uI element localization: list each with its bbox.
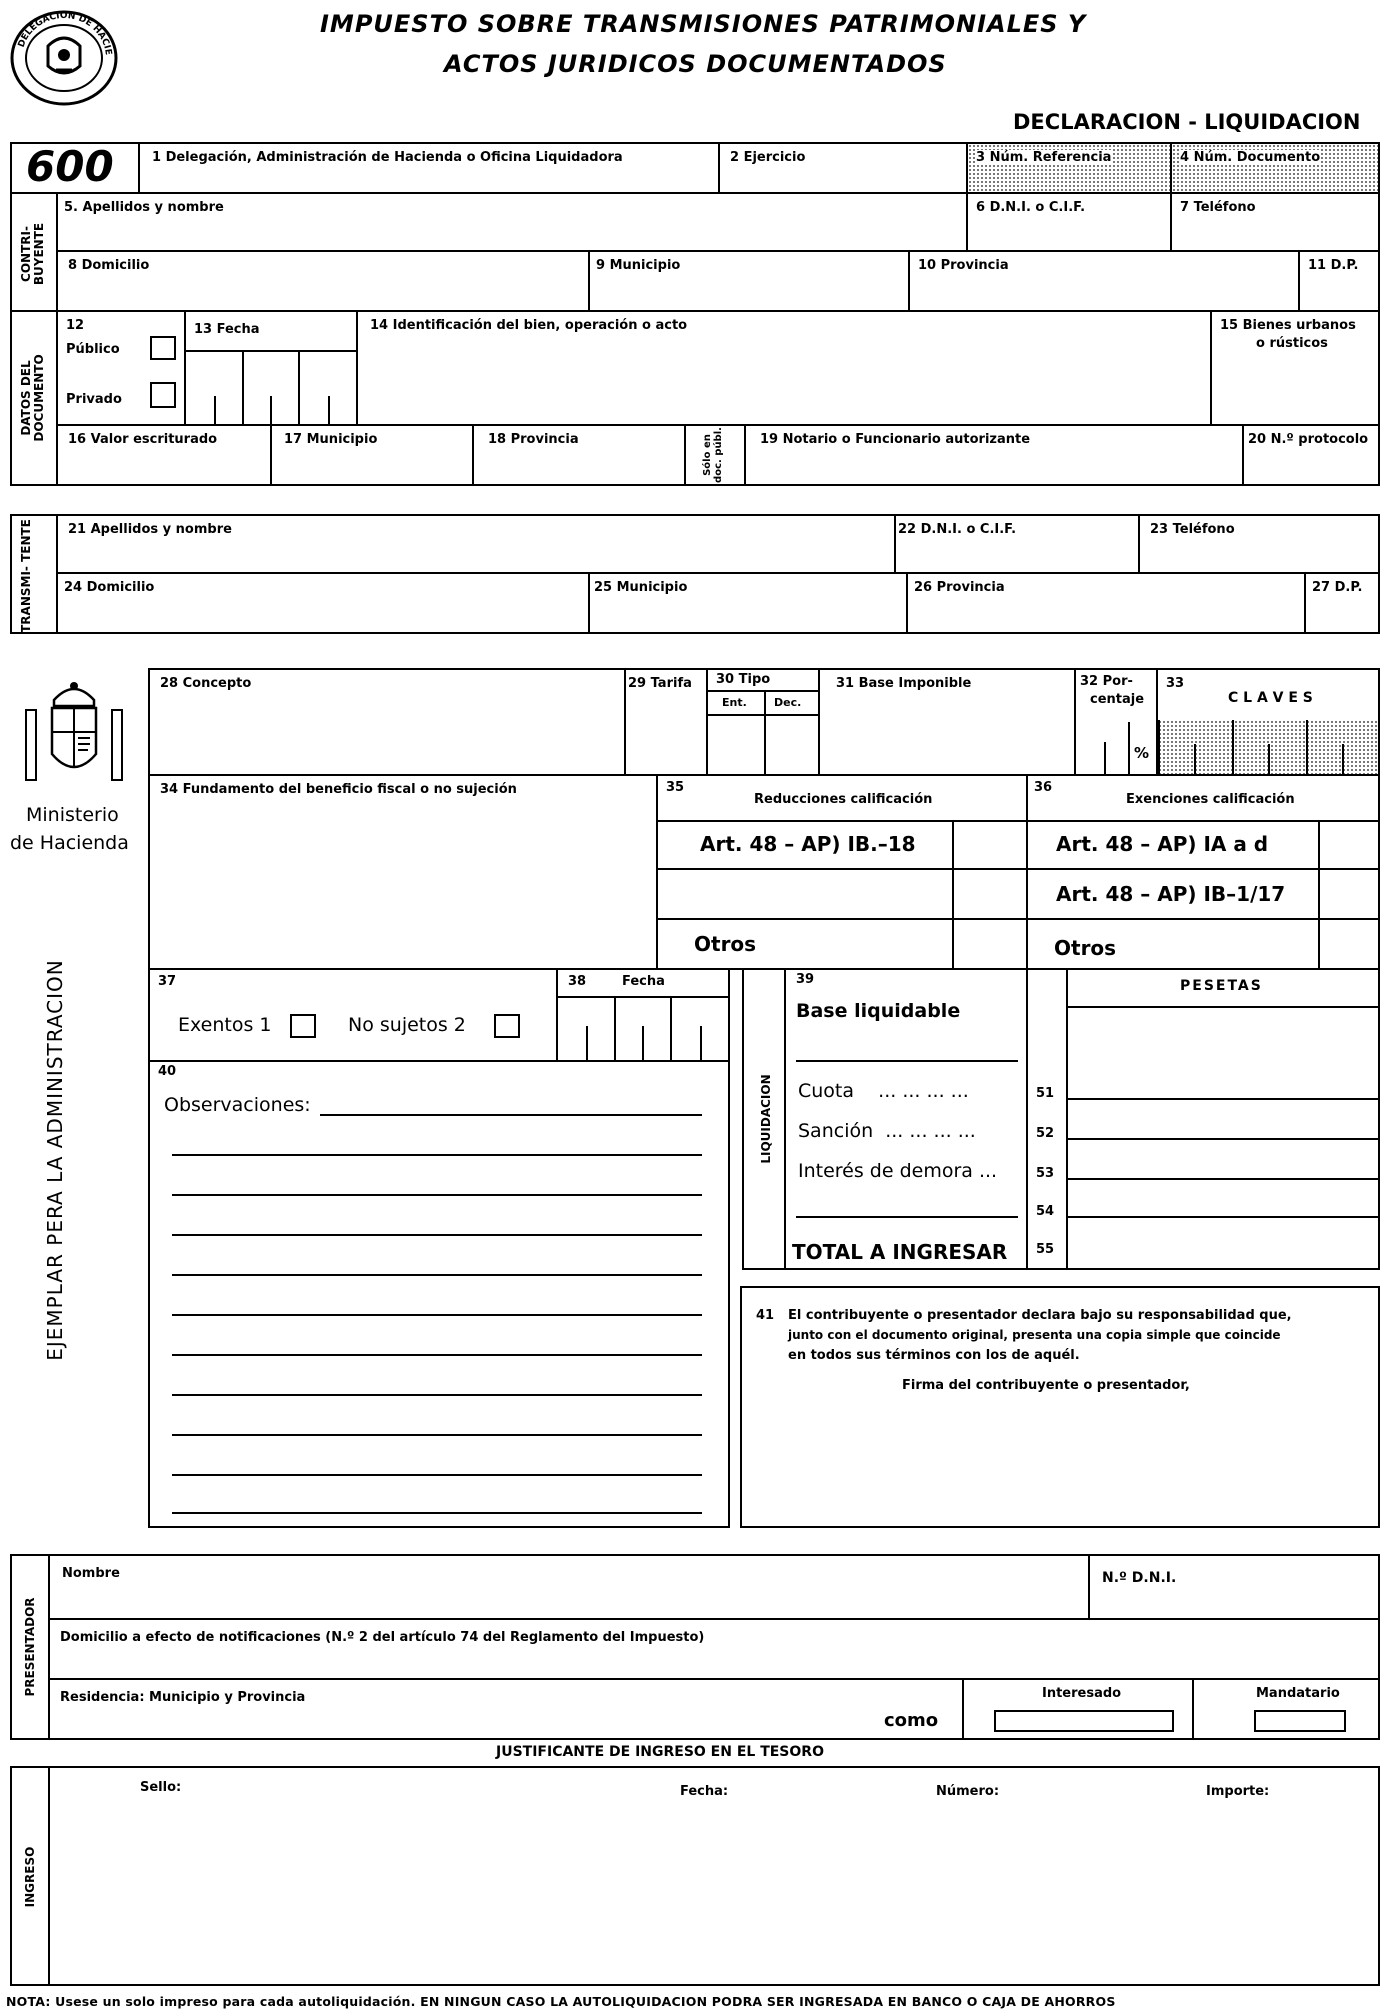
label-no-sujetos: No sujetos 2 bbox=[348, 1014, 466, 1036]
label-num-documento: 4 Núm. Documento bbox=[1180, 150, 1321, 165]
field-fecha-documento[interactable] bbox=[184, 310, 358, 426]
field-num-protocolo[interactable] bbox=[1242, 424, 1380, 486]
checkbox-mandatario[interactable] bbox=[1254, 1710, 1346, 1732]
label-reducciones-title: Reducciones calificación bbox=[754, 792, 933, 807]
label-37: 37 bbox=[158, 974, 177, 989]
label-tipo: 30 Tipo bbox=[716, 672, 771, 687]
label-dp: 11 D.P. bbox=[1308, 258, 1359, 273]
field-ingreso[interactable] bbox=[48, 1766, 1380, 1986]
label-presentador: PRESENTADOR bbox=[23, 1597, 37, 1697]
field-municipio-doc[interactable] bbox=[270, 424, 474, 486]
label-reducciones-otros: Otros bbox=[694, 932, 757, 956]
label-delegacion: 1 Delegación, Administración de Hacienda o Oficina Liquidadora bbox=[152, 150, 623, 165]
label-tarifa: 29 Tarifa bbox=[628, 676, 692, 691]
label-como: como bbox=[884, 1710, 939, 1731]
label-51: 51 bbox=[1036, 1086, 1055, 1101]
label-ingreso: INGRESO bbox=[23, 1846, 37, 1908]
section-liquidacion bbox=[742, 968, 786, 1270]
label-porcentaje-2: centaje bbox=[1090, 692, 1145, 707]
field-transmitente-dni[interactable] bbox=[894, 514, 1140, 574]
checkbox-interesado[interactable] bbox=[994, 1710, 1174, 1732]
field-valor-escriturado[interactable] bbox=[56, 424, 272, 486]
side-copy-label: EJEMPLAR PERA LA ADMINISTRACION bbox=[43, 959, 67, 1361]
section-ingreso bbox=[10, 1766, 50, 1986]
label-transmitente-municipio: 25 Municipio bbox=[594, 580, 688, 595]
label-provincia-doc: 18 Provincia bbox=[488, 432, 579, 447]
label-percent-sign: % bbox=[1134, 744, 1150, 762]
form-subtitle: DECLARACION - LIQUIDACION bbox=[1013, 110, 1361, 134]
field-exenciones bbox=[1026, 774, 1380, 970]
field-tarifa[interactable] bbox=[624, 668, 708, 776]
label-porcentaje-1: 32 Por- bbox=[1080, 674, 1133, 689]
field-observaciones[interactable] bbox=[148, 1060, 730, 1528]
footer-nota: NOTA: Usese un solo impreso para cada autoliquidación. EN NINGUN CASO LA AUTOLIQUIDACION PODRA SER INGRESADA EN BANCO O CAJA DE AHORROS bbox=[6, 1994, 1116, 2009]
label-liquidacion: LIQUIDACION bbox=[759, 1074, 773, 1164]
section-contribuyente bbox=[10, 192, 58, 312]
label-total-ingresar: TOTAL A INGRESAR bbox=[792, 1240, 1008, 1264]
label-fecha-38: Fecha bbox=[622, 974, 665, 989]
declaracion-text-1: El contribuyente o presentador declara bajo su responsabilidad que, bbox=[788, 1308, 1292, 1323]
field-base-imponible[interactable] bbox=[818, 668, 1076, 776]
label-sancion: Sanción ... ... ... ... bbox=[798, 1120, 976, 1142]
field-pesetas[interactable] bbox=[1066, 968, 1380, 1270]
label-identificacion-bien: 14 Identificación del bien, operación o acto bbox=[370, 318, 688, 333]
field-transmitente-dp[interactable] bbox=[1304, 572, 1380, 634]
label-solo-doc-publ: Sólo en doc. públ. bbox=[702, 427, 724, 483]
label-dni-cif: 6 D.N.I. o C.I.F. bbox=[976, 200, 1086, 215]
stamp-seal-icon bbox=[8, 8, 120, 108]
label-valor-escriturado: 16 Valor escriturado bbox=[68, 432, 218, 447]
field-fundamento[interactable] bbox=[148, 774, 658, 970]
label-bienes-urbanos-1: 15 Bienes urbanos bbox=[1220, 318, 1356, 333]
field-identificacion-bien[interactable] bbox=[356, 310, 1212, 426]
field-dni-cif[interactable] bbox=[966, 192, 1172, 252]
label-presentador-nombre: Nombre bbox=[62, 1566, 120, 1581]
field-declaracion-firma[interactable] bbox=[740, 1286, 1380, 1528]
form-title-line1: IMPUESTO SOBRE TRANSMISIONES PATRIMONIALES Y bbox=[320, 10, 1087, 38]
field-mandatario bbox=[1192, 1678, 1380, 1740]
field-provincia[interactable] bbox=[908, 250, 1300, 312]
field-transmitente-provincia[interactable] bbox=[906, 572, 1306, 634]
label-exenciones-art1: Art. 48 – AP) IA a d bbox=[1056, 832, 1269, 856]
label-base-imponible: 31 Base Imponible bbox=[836, 676, 972, 691]
field-num-documento[interactable] bbox=[1170, 142, 1380, 194]
label-num-referencia: 3 Núm. Referencia bbox=[976, 150, 1112, 165]
field-transmitente-municipio[interactable] bbox=[588, 572, 908, 634]
label-notario: 19 Notario o Funcionario autorizante bbox=[760, 432, 1031, 447]
field-bienes-urbanos[interactable] bbox=[1210, 310, 1380, 426]
model-number-box bbox=[10, 142, 140, 194]
field-presentador-nombre[interactable] bbox=[48, 1554, 1090, 1620]
field-ejercicio[interactable] bbox=[718, 142, 968, 194]
field-domicilio[interactable] bbox=[56, 250, 590, 312]
label-52: 52 bbox=[1036, 1126, 1055, 1141]
field-line-numbers bbox=[1026, 968, 1068, 1270]
label-claves: C L A V E S bbox=[1228, 690, 1313, 706]
svg-text:DELEGACION DE HACIENDA: DELEGACION DE HACIE bbox=[16, 10, 113, 56]
declaracion-text-3: en todos sus términos con los de aquél. bbox=[788, 1348, 1080, 1363]
label-transmitente-provincia: 26 Provincia bbox=[914, 580, 1005, 595]
field-reducciones bbox=[656, 774, 1028, 970]
justificante-title: JUSTIFICANTE DE INGRESO EN EL TESORO bbox=[496, 1744, 824, 1760]
field-exentos-nosujetos bbox=[148, 968, 558, 1062]
field-municipio[interactable] bbox=[588, 250, 910, 312]
model-number: 600 bbox=[26, 142, 114, 191]
label-55: 55 bbox=[1036, 1242, 1055, 1257]
field-fecha-38[interactable] bbox=[556, 968, 730, 1062]
field-transmitente-nombre[interactable] bbox=[56, 514, 896, 574]
label-exenciones-otros: Otros bbox=[1054, 936, 1117, 960]
label-transmitente-telefono: 23 Teléfono bbox=[1150, 522, 1235, 537]
field-tipo[interactable] bbox=[706, 668, 820, 776]
label-privado: Privado bbox=[66, 392, 122, 407]
label-exentos: Exentos 1 bbox=[178, 1014, 272, 1036]
field-notario[interactable] bbox=[744, 424, 1244, 486]
label-presentador-dni: N.º D.N.I. bbox=[1102, 1570, 1177, 1586]
label-contribuyente: CONTRI- BUYENTE bbox=[19, 222, 46, 286]
section-presentador bbox=[10, 1554, 50, 1740]
label-base-liquidable: Base liquidable bbox=[796, 1000, 961, 1022]
form-title-line2: ACTOS JURIDICOS DOCUMENTADOS bbox=[444, 50, 947, 78]
label-interesado: Interesado bbox=[1042, 1686, 1122, 1701]
label-transmitente-dp: 27 D.P. bbox=[1312, 580, 1363, 595]
coat-of-arms bbox=[16, 676, 132, 796]
coat-of-arms-icon bbox=[16, 676, 132, 796]
label-12: 12 bbox=[66, 318, 85, 333]
declaracion-text-2: junto con el documento original, presenta una copia simple que coincide bbox=[788, 1328, 1281, 1342]
field-provincia-doc[interactable] bbox=[472, 424, 686, 486]
ministerio-line2: de Hacienda bbox=[10, 832, 129, 854]
label-presentador-residencia: Residencia: Municipio y Provincia bbox=[60, 1690, 306, 1705]
field-porcentaje[interactable] bbox=[1074, 668, 1158, 776]
label-domicilio: 8 Domicilio bbox=[68, 258, 150, 273]
label-ejercicio: 2 Ejercicio bbox=[730, 150, 806, 165]
field-liquidacion bbox=[784, 968, 1028, 1270]
label-exenciones-title: Exenciones calificación bbox=[1126, 792, 1295, 807]
label-municipio-doc: 17 Municipio bbox=[284, 432, 378, 447]
checkbox-no-sujetos[interactable] bbox=[494, 1014, 520, 1038]
label-fecha-ingreso: Fecha: bbox=[680, 1784, 729, 1799]
label-transmitente-dni: 22 D.N.I. o C.I.F. bbox=[898, 522, 1017, 537]
label-tipo-ent: Ent. bbox=[722, 696, 747, 709]
label-provincia: 10 Provincia bbox=[918, 258, 1009, 273]
field-interesado bbox=[962, 1678, 1194, 1740]
label-39: 39 bbox=[796, 972, 815, 987]
label-reducciones-art: Art. 48 – AP) IB.–18 bbox=[700, 832, 916, 856]
ministerio-line1: Ministerio bbox=[26, 804, 119, 826]
label-41: 41 bbox=[756, 1308, 775, 1323]
label-38: 38 bbox=[568, 974, 587, 989]
label-telefono: 7 Teléfono bbox=[1180, 200, 1256, 215]
field-concepto[interactable] bbox=[148, 668, 626, 776]
label-mandatario: Mandatario bbox=[1256, 1686, 1340, 1701]
field-presentador-residencia[interactable] bbox=[48, 1678, 964, 1740]
field-solo-doc-publ bbox=[684, 424, 746, 486]
checkbox-privado[interactable] bbox=[150, 382, 176, 408]
label-exenciones-art2: Art. 48 – AP) IB–1/17 bbox=[1056, 882, 1286, 906]
field-transmitente-domicilio[interactable] bbox=[56, 572, 590, 634]
label-datos-documento: DATOS DEL DOCUMENTO bbox=[19, 354, 46, 442]
section-transmitente bbox=[10, 514, 58, 634]
field-dp[interactable] bbox=[1298, 250, 1380, 312]
field-apellidos-nombre[interactable] bbox=[56, 192, 968, 252]
label-interes: Interés de demora ... bbox=[798, 1160, 998, 1182]
label-importe-ingreso: Importe: bbox=[1206, 1784, 1270, 1799]
field-num-referencia[interactable] bbox=[966, 142, 1172, 194]
label-35: 35 bbox=[666, 780, 685, 795]
label-publico: Público bbox=[66, 342, 120, 357]
label-fundamento: 34 Fundamento del beneficio fiscal o no sujeción bbox=[160, 782, 517, 797]
label-40: 40 bbox=[158, 1064, 177, 1079]
label-fecha-documento: 13 Fecha bbox=[194, 322, 260, 337]
label-firma: Firma del contribuyente o presentador, bbox=[902, 1378, 1190, 1393]
section-datos-documento bbox=[10, 310, 58, 486]
field-claves[interactable] bbox=[1156, 668, 1380, 776]
label-concepto: 28 Concepto bbox=[160, 676, 252, 691]
label-bienes-urbanos-2: o rústicos bbox=[1256, 336, 1328, 351]
label-transmitente: TRANSMI- TENTE bbox=[19, 519, 33, 633]
field-delegacion[interactable] bbox=[138, 142, 720, 194]
checkbox-exentos[interactable] bbox=[290, 1014, 316, 1038]
label-numero-ingreso: Número: bbox=[936, 1784, 1000, 1799]
label-num-protocolo: 20 N.º protocolo bbox=[1248, 432, 1369, 447]
label-presentador-domicilio: Domicilio a efecto de notificaciones (N.º 2 del artículo 74 del Reglamento del Impuesto) bbox=[60, 1630, 705, 1645]
label-cuota: Cuota ... ... ... ... bbox=[798, 1080, 969, 1102]
field-tipo-documento bbox=[56, 310, 186, 426]
label-apellidos-nombre: 5. Apellidos y nombre bbox=[64, 200, 224, 215]
label-33: 33 bbox=[1166, 676, 1185, 691]
field-telefono[interactable] bbox=[1170, 192, 1380, 252]
label-municipio: 9 Municipio bbox=[596, 258, 681, 273]
field-transmitente-telefono[interactable] bbox=[1138, 514, 1380, 574]
label-observaciones: Observaciones: bbox=[164, 1094, 311, 1116]
label-tipo-dec: Dec. bbox=[774, 696, 802, 709]
label-transmitente-nombre: 21 Apellidos y nombre bbox=[68, 522, 232, 537]
label-sello: Sello: bbox=[140, 1780, 182, 1795]
label-transmitente-domicilio: 24 Domicilio bbox=[64, 580, 155, 595]
label-54: 54 bbox=[1036, 1204, 1055, 1219]
label-36: 36 bbox=[1034, 780, 1053, 795]
checkbox-publico[interactable] bbox=[150, 336, 176, 360]
label-53: 53 bbox=[1036, 1166, 1055, 1181]
official-stamp bbox=[8, 8, 120, 108]
field-presentador-domicilio[interactable] bbox=[48, 1618, 1380, 1680]
field-presentador-dni[interactable] bbox=[1088, 1554, 1380, 1620]
label-pesetas: PESETAS bbox=[1180, 978, 1263, 994]
